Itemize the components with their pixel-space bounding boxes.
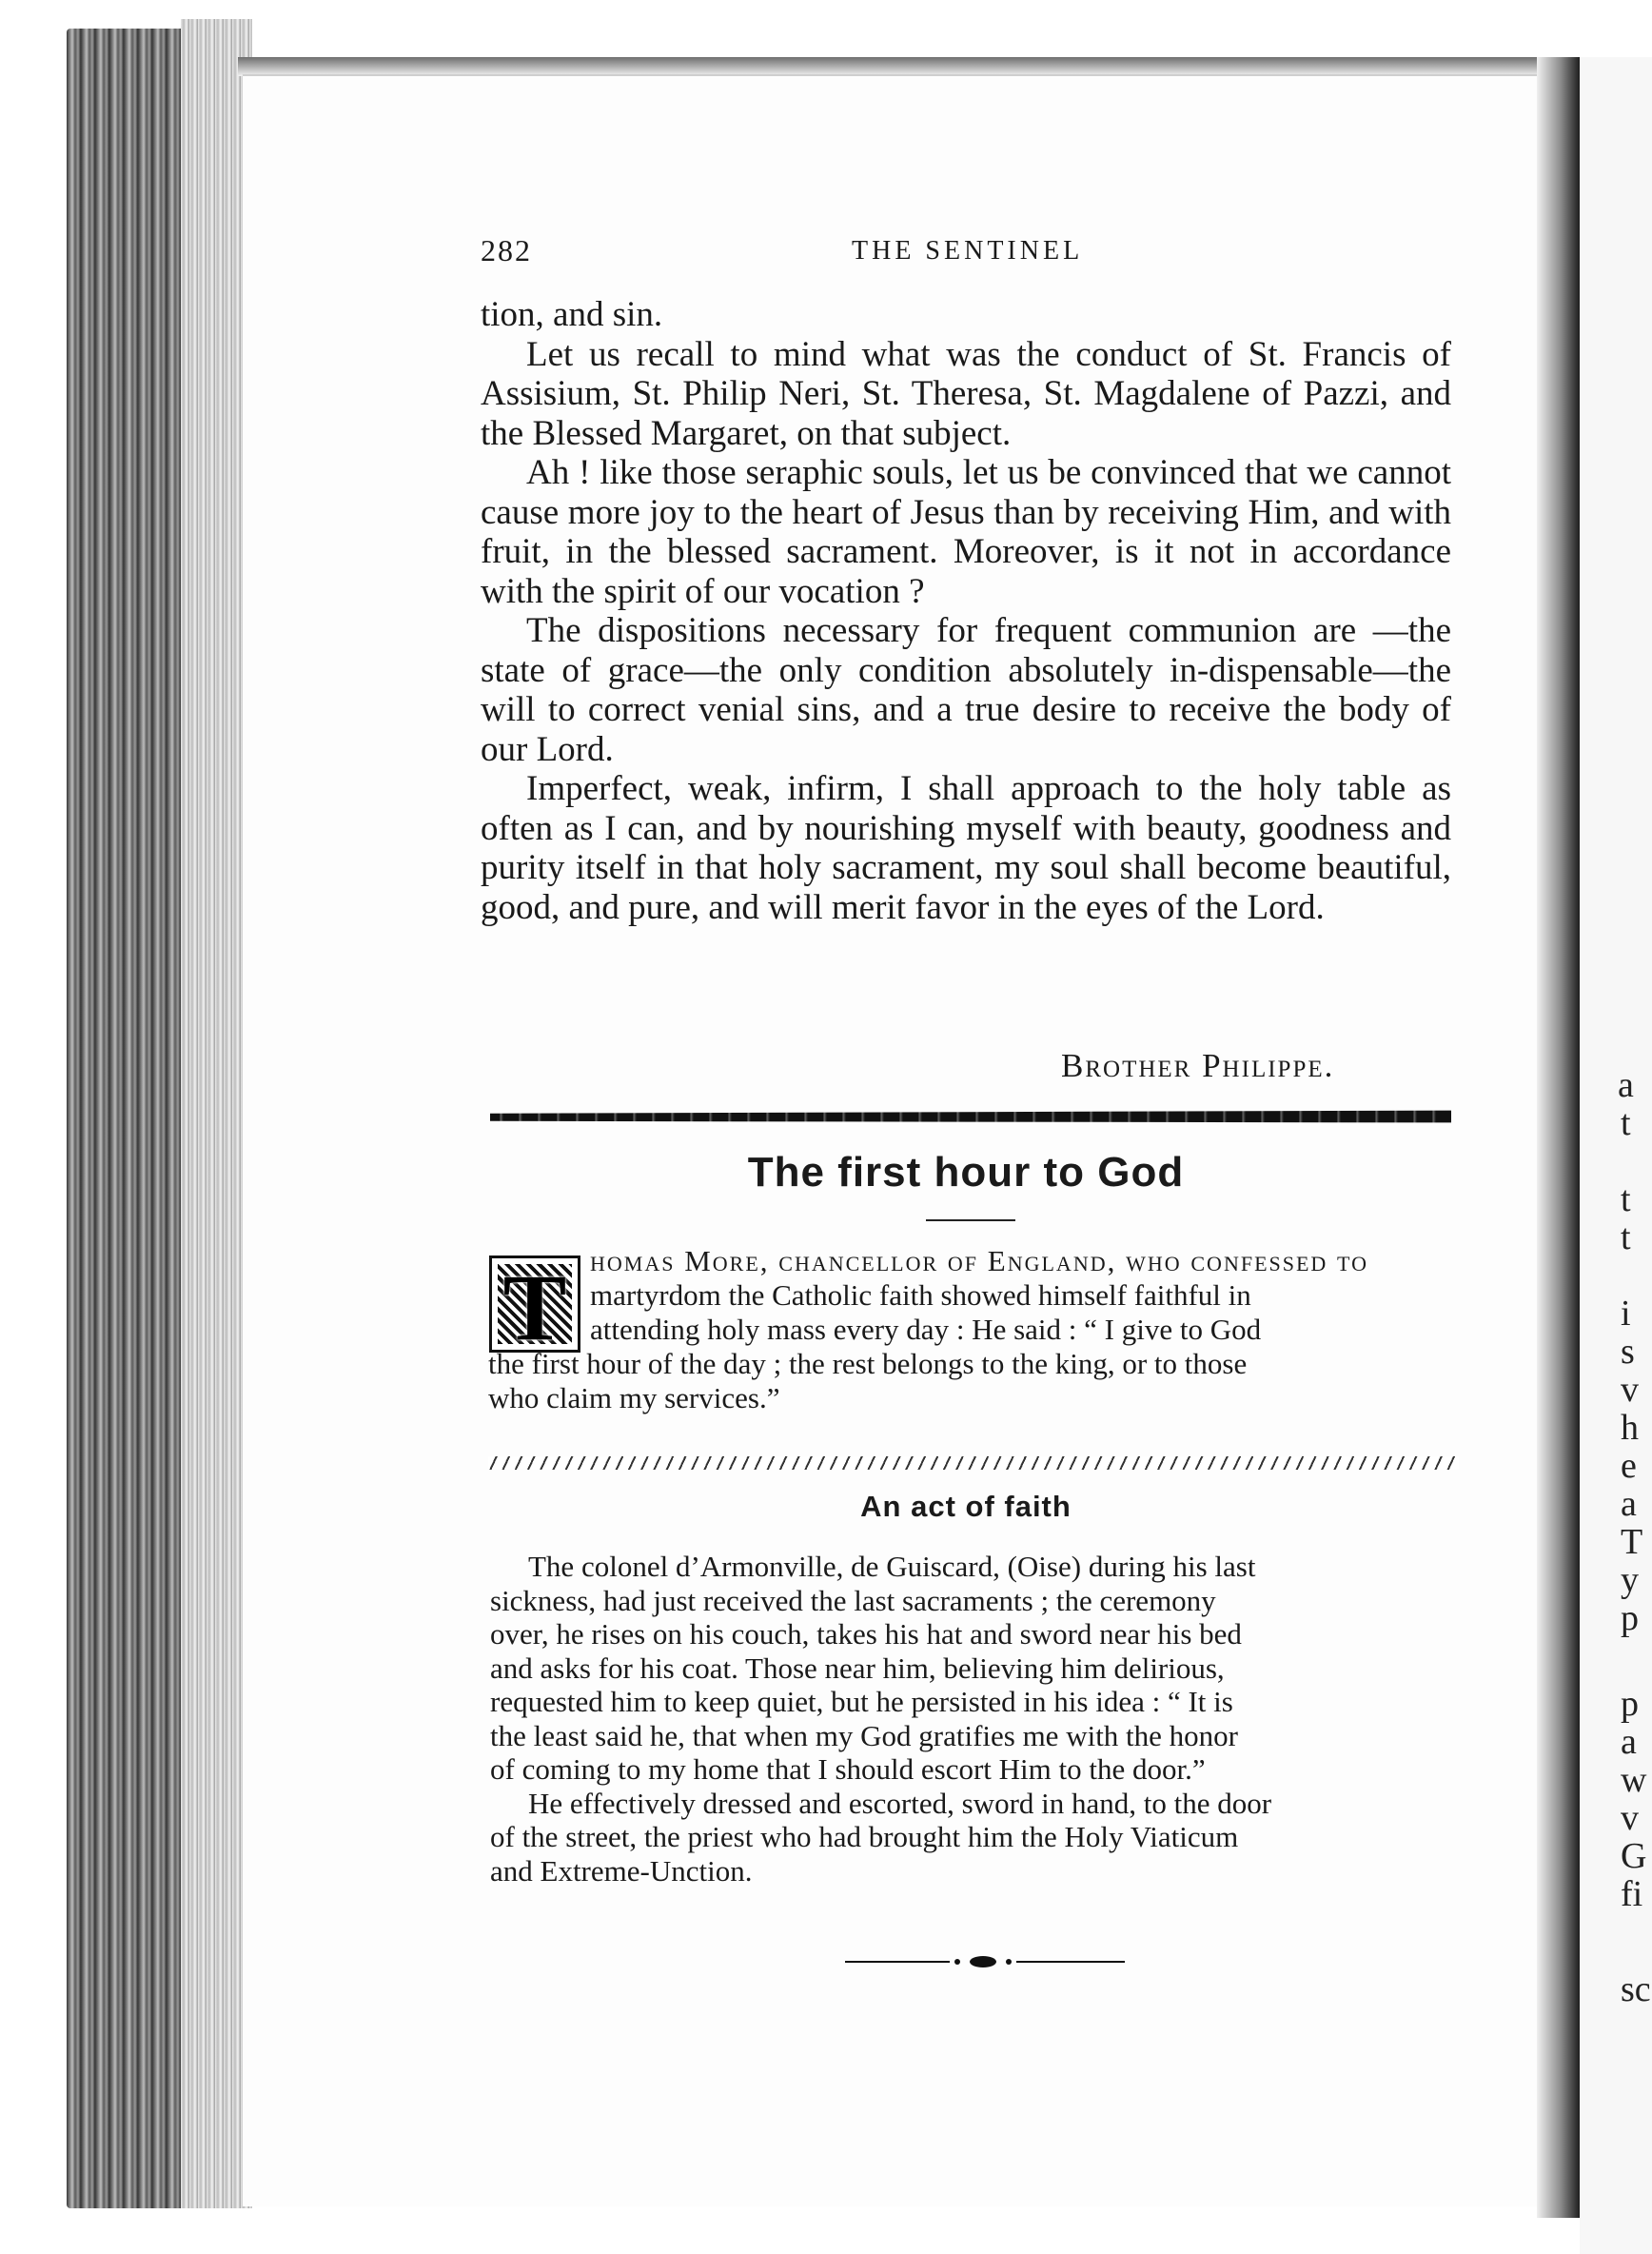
facing-page-letter: t	[1621, 1103, 1631, 1143]
facing-page-letter: v	[1621, 1370, 1639, 1410]
paragraph: Let us recall to mind what was the conduct of St. Francis of Assisium, St. Philip Neri, St. Theresa, St. Magdalene of Pazzi, and the Blessed Margaret, on that subject.	[481, 334, 1451, 453]
article-line: homas More, chancellor of England, who confessed to	[590, 1244, 1368, 1277]
article-line: of the street, the priest who had brought him the Holy Viaticum	[490, 1820, 1239, 1853]
article-line: and Extreme-Unction.	[490, 1853, 753, 1888]
body-text	[481, 295, 1451, 927]
article-line: attending holy mass every day : He said : “ I give to God	[590, 1313, 1262, 1346]
page-number: 282	[481, 233, 532, 267]
facing-page-letter: fi	[1621, 1874, 1643, 1914]
facing-page-letter: T	[1621, 1522, 1643, 1562]
page-top-shadow	[238, 57, 1561, 76]
facing-page-letter: sc	[1621, 1969, 1651, 2009]
article-line: martyrdom the Catholic faith showed himself faithful in	[590, 1278, 1251, 1312]
facing-page-letter: p	[1621, 1684, 1639, 1724]
facing-page-letter: t	[1621, 1217, 1631, 1257]
article-line: the least said he, that when my God gratifies me with the honor	[490, 1718, 1239, 1752]
article-line: over, he rises on his couch, takes his hat and sword near his bed	[490, 1617, 1242, 1651]
article-title: An act of faith	[860, 1490, 1072, 1523]
paragraph: Ah ! like those seraphic souls, let us be convinced that we cannot cause more joy to the heart of Jesus than by receiving Him, and with fruit, in the blessed sacrament. Moreover, is it not in accordance with the spirit of our vocation ?	[481, 453, 1451, 611]
end-ornament	[845, 1952, 1125, 1971]
facing-page-letter: G	[1621, 1836, 1647, 1876]
running-head: THE SENTINEL	[852, 236, 1084, 266]
facing-page-letter: t	[1621, 1179, 1631, 1219]
article-body	[488, 1244, 1459, 1415]
article-line: the first hour of the day ; the rest belongs to the king, or to those	[488, 1347, 1248, 1380]
facing-page-letter: y	[1621, 1560, 1639, 1600]
facing-page-letter: v	[1621, 1798, 1639, 1838]
article-title: The first hour to God	[747, 1149, 1185, 1196]
facing-page-letter: w	[1621, 1760, 1647, 1800]
facing-page-letter: p	[1621, 1598, 1639, 1638]
signature: Brother Philippe.	[1061, 1047, 1335, 1084]
article-line: of coming to my home that I should escort Him to the door.”	[490, 1752, 1206, 1786]
dropcap-letter: T	[502, 1255, 567, 1360]
article-line: The colonel d’Armonville, de Guiscard, (Oise) during his last	[528, 1550, 1256, 1583]
facing-page-letter: h	[1621, 1408, 1639, 1448]
facing-page	[1580, 57, 1652, 2254]
facing-page-letter: a	[1621, 1484, 1637, 1524]
article-body	[490, 1550, 1465, 1888]
article-line: sickness, had just received the last sacraments ; the ceremony	[490, 1583, 1216, 1617]
article-line: who claim my services.”	[488, 1381, 780, 1414]
paragraph: The dispositions necessary for frequent communion are —the state of grace—the only condition absolutely in-dispensable—the will to correct venial sins, and a true desire to receive the body of our Lord.	[481, 611, 1451, 769]
book-page-edges-inner	[181, 19, 252, 2208]
facing-page-letter: a	[1621, 1722, 1637, 1762]
section-divider	[488, 1456, 1459, 1470]
paragraph: tion, and sin.	[481, 295, 663, 334]
facing-page-letter: i	[1621, 1294, 1631, 1334]
paragraph: Imperfect, weak, infirm, I shall approach to the holy table as often as I can, and by nourishing myself with beauty, goodness and purity itself in that holy sacrament, my soul shall become beautiful, good, and pure, and will merit favor in the eyes of the Lord.	[481, 769, 1451, 927]
facing-page-letter: s	[1621, 1332, 1635, 1372]
facing-page-letter: a	[1618, 1065, 1634, 1105]
article-line: He effectively dressed and escorted, sword in hand, to the door	[528, 1786, 1272, 1820]
article-line: requested him to keep quiet, but he persisted in his idea : “ It is	[490, 1685, 1233, 1718]
book-gutter	[1537, 57, 1580, 2218]
facing-page-letter: e	[1621, 1446, 1637, 1486]
article-line: and asks for his coat. Those near him, believing him delirious,	[490, 1651, 1225, 1685]
title-underline	[926, 1219, 1015, 1221]
